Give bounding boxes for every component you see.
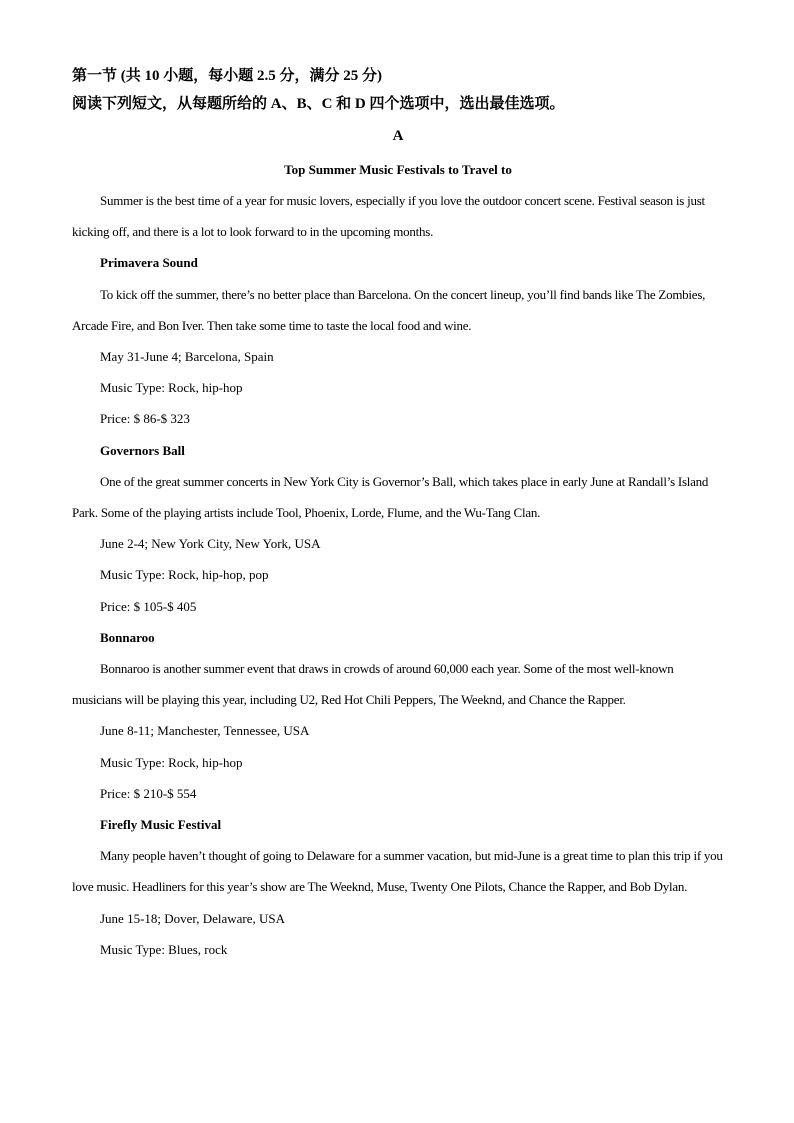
- festival-name: Bonnaroo: [100, 629, 155, 645]
- instruction-text: 阅读下列短文，从每题所给的 A、B、C 和 D 四个选项中，选出最佳选项。: [72, 96, 565, 112]
- document-page: [72, 62, 724, 965]
- festival-name: Primavera Sound: [100, 255, 198, 271]
- festival-description: Many people haven’t thought of going to Delaware for a summer vacation, but mid-June is a great time to plan this trip if you love music. Headliners for this year’s show are The Weeknd, Muse, Twenty One Pilots, Chance the Rapper, and Bob Dylan.: [72, 848, 723, 895]
- festival-date-location: June 15-18; Dover, Delaware, USA: [100, 910, 286, 926]
- festival-description: Bonnaroo is another summer event that draws in crowds of around 60,000 each year. Some of the most well-known musicians will be playing this year, including U2, Red Hot Chili Peppers, The Weeknd, and Chance the Rapper.: [72, 661, 674, 708]
- festival-description: To kick off the summer, there’s no better place than Barcelona. On the concert lineup, you’ll find bands like The Zombies, Arcade Fire, and Bon Iver. Then take some time to taste the local food and wine.: [72, 286, 706, 333]
- passage-letter: A: [392, 128, 404, 144]
- festival-music-type: Music Type: Rock, hip-hop, pop: [100, 567, 269, 583]
- festival-price: Price: $ 86-$ 323: [100, 411, 190, 427]
- festival-price: Price: $ 105-$ 405: [100, 598, 197, 614]
- festival-music-type: Music Type: Rock, hip-hop: [100, 754, 243, 770]
- section-heading: 第一节 (共 10 小题，每小题 2.5 分，满分 25 分): [72, 68, 382, 84]
- festival-date-location: June 2-4; New York City, New York, USA: [100, 536, 321, 552]
- festival-price: Price: $ 210-$ 554: [100, 785, 197, 801]
- festival-date-location: May 31-June 4; Barcelona, Spain: [100, 349, 274, 365]
- festival-music-type: Music Type: Blues, rock: [100, 941, 228, 957]
- festival-date-location: June 8-11; Manchester, Tennessee, USA: [100, 723, 310, 739]
- festival-music-type: Music Type: Rock, hip-hop: [100, 380, 243, 396]
- festival-name: Firefly Music Festival: [100, 817, 222, 833]
- festival-description: One of the great summer concerts in New York City is Governor’s Ball, which takes place in early June at Randall’s Island Park. Some of the playing artists include Tool, Phoenix, Lorde, Flume, and the Wu-Tang Clan.: [72, 473, 709, 521]
- festival-name: Governors Ball: [100, 442, 185, 458]
- article-intro: Summer is the best time of a year for music lovers, especially if you love the outdoor concert scene. Festival season is just kicking off, and there is a lot to look forward to in the upcoming months.: [72, 193, 705, 240]
- article-title: Top Summer Music Festivals to Travel to: [284, 162, 512, 177]
